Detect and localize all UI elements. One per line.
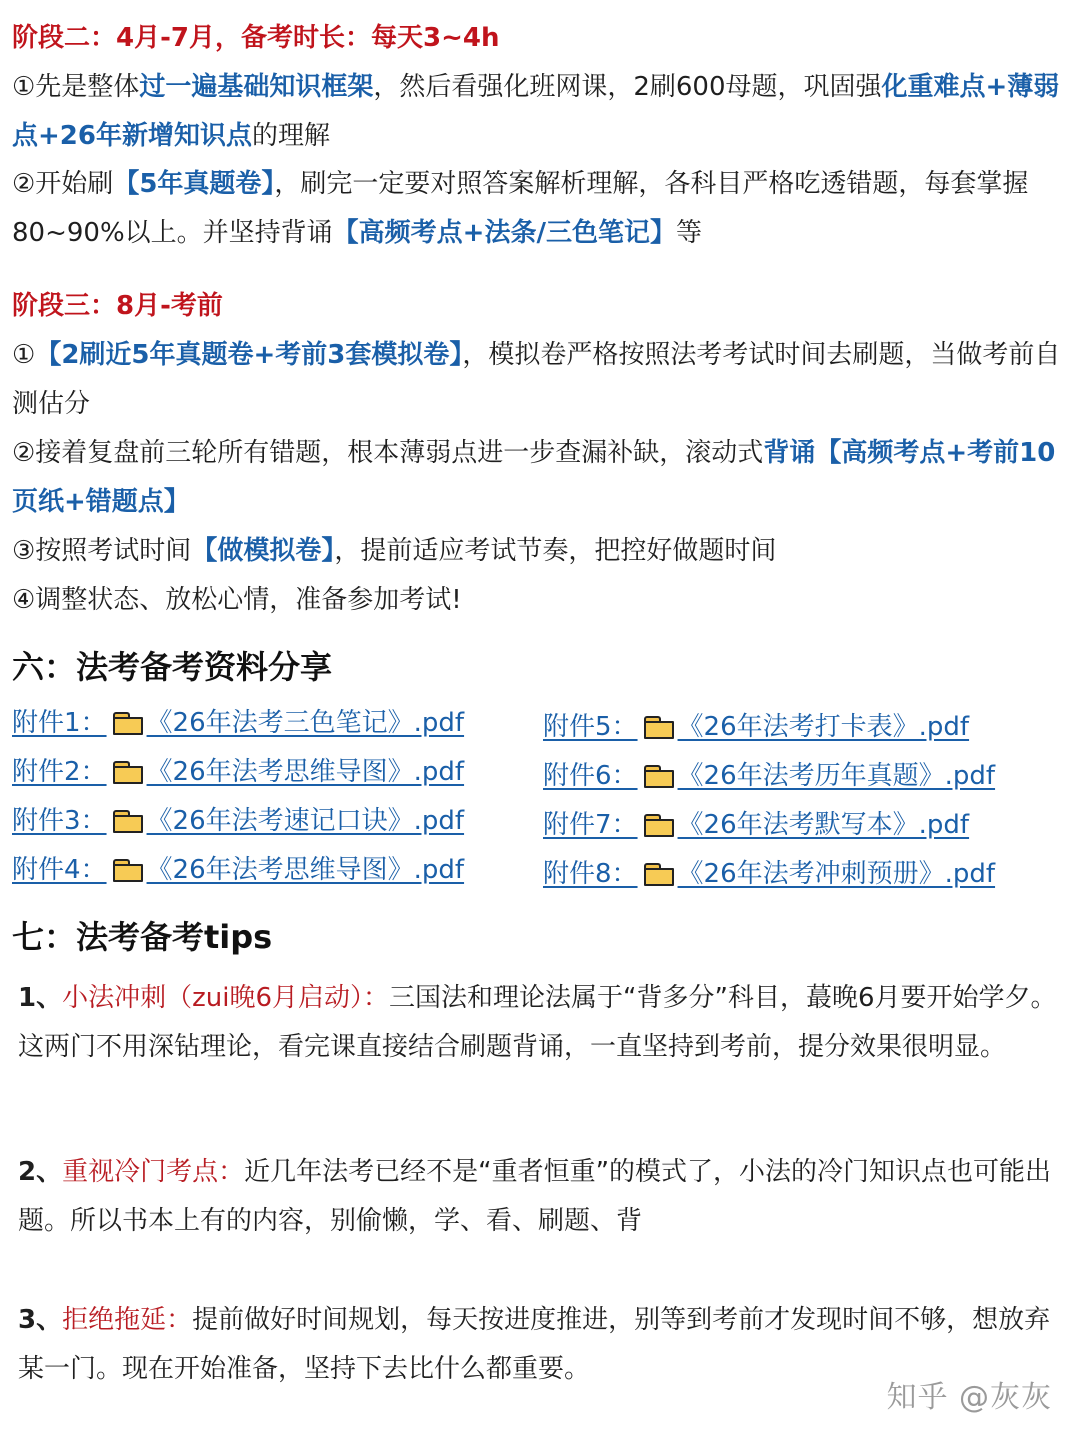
tip-number: 2、 bbox=[18, 1157, 63, 1187]
folder-icon bbox=[644, 863, 674, 885]
attachment-filename: 《26年法考思维导图》.pdf bbox=[146, 757, 465, 787]
stage3-item3-text: ③按照考试时间 bbox=[12, 536, 192, 566]
attachment-link-1[interactable] bbox=[12, 699, 532, 748]
attachment-label: 附件7： bbox=[543, 810, 638, 840]
attachment-link-3[interactable] bbox=[12, 797, 532, 846]
stage2-item1-highlight2: 化重难点+薄弱点+26年新增知识点 bbox=[12, 72, 1060, 151]
attachment-filename: 《26年法考三色笔记》.pdf bbox=[146, 708, 465, 738]
stage2-item1-text2: ，然后看强化班网课，2刷600母题，巩固强 bbox=[373, 72, 882, 102]
attachments-right-column bbox=[543, 703, 1063, 899]
folder-icon bbox=[644, 716, 674, 738]
folder-icon bbox=[113, 859, 143, 881]
stage3-item1-text2: ，模拟卷严格按照法考考试时间去刷题，当做考前自测估分 bbox=[12, 340, 1061, 419]
attachment-link-4[interactable] bbox=[12, 846, 532, 895]
tip-1 bbox=[18, 974, 1058, 1072]
attachment-filename: 《26年法考默写本》.pdf bbox=[677, 810, 970, 840]
stage2-item2-highlight: 【5年真题卷】 bbox=[113, 169, 275, 199]
attachment-label: 附件8： bbox=[543, 859, 638, 889]
stage2-item1-text: ①先是整体 bbox=[12, 72, 140, 102]
attachment-label: 附件2： bbox=[12, 757, 107, 787]
stage2-item1-text3: 的理解 bbox=[251, 121, 330, 151]
stage3-item3-highlight: 【做模拟卷】 bbox=[191, 536, 335, 566]
stage3-item3-text2: ，提前适应考试节奏，把控好做题时间 bbox=[334, 536, 777, 566]
tip-2 bbox=[18, 1148, 1058, 1246]
tip-number: 1、 bbox=[18, 983, 63, 1013]
folder-icon bbox=[644, 765, 674, 787]
tip-label: 拒绝拖延： bbox=[62, 1305, 193, 1335]
stage3-item1 bbox=[12, 331, 1062, 429]
attachment-link-6[interactable] bbox=[543, 752, 1063, 801]
section6-title: 六：法考备考资料分享 bbox=[12, 648, 333, 686]
watermark: 知乎 @灰灰 bbox=[886, 1380, 1052, 1415]
stage3-item1-text: ① bbox=[12, 340, 36, 370]
tip-number: 3、 bbox=[18, 1305, 63, 1335]
stage2-item1 bbox=[12, 63, 1062, 161]
stage3-item2-text: ②接着复盘前三轮所有错题，根本薄弱点进一步查漏补缺，滚动式 bbox=[12, 438, 764, 468]
attachment-label: 附件1： bbox=[12, 708, 107, 738]
attachment-filename: 《26年法考历年真题》.pdf bbox=[677, 761, 996, 791]
tip-text: 提前做好时间规划，每天按进度推进，别等到考前才发现时间不够，想放弃某一门。现在开始准备，坚持下去比什么都重要。 bbox=[18, 1305, 1051, 1384]
folder-icon bbox=[113, 712, 143, 734]
attachments-left-column bbox=[12, 699, 532, 895]
folder-icon bbox=[113, 810, 143, 832]
attachment-label: 附件4： bbox=[12, 855, 107, 885]
attachment-filename: 《26年法考打卡表》.pdf bbox=[677, 712, 970, 742]
attachment-filename: 《26年法考冲刺预册》.pdf bbox=[677, 859, 996, 889]
attachment-label: 附件3： bbox=[12, 806, 107, 836]
attachment-link-2[interactable] bbox=[12, 748, 532, 797]
stage2-item2-text3: 等 bbox=[675, 218, 702, 248]
attachment-link-7[interactable] bbox=[543, 801, 1063, 850]
stage3-item4: ④调整状态、放松心情，准备参加考试! bbox=[12, 585, 462, 615]
attachment-link-5[interactable] bbox=[543, 703, 1063, 752]
stage2-item2-highlight2: 【高频考点+法条/三色笔记】 bbox=[332, 218, 676, 248]
section7-title: 七：法考备考tips bbox=[12, 918, 273, 956]
attachment-link-8[interactable] bbox=[543, 850, 1063, 899]
tip-label: 重视冷门考点： bbox=[62, 1157, 245, 1187]
attachment-filename: 《26年法考思维导图》.pdf bbox=[146, 855, 465, 885]
stage3-heading: 阶段三：8月-考前 bbox=[12, 291, 223, 321]
stage2-item1-highlight: 过一遍基础知识框架 bbox=[139, 72, 374, 102]
tip-text: 三国法和理论法属于“背多分”科目，蕞晚6月要开始学夕。这两门不用深钻理论，看完课直接结合刷题背诵，一直坚持到考前，提分效果很明显。 bbox=[18, 983, 1057, 1062]
stage2-heading: 阶段二：4月-7月，备考时长：每天3~4h bbox=[12, 23, 500, 53]
stage3-item2-highlight: 背诵【高频考点+考前10页纸+错题点】 bbox=[12, 438, 1056, 517]
stage3-item2 bbox=[12, 429, 1062, 527]
stage2-item2 bbox=[12, 160, 1062, 258]
stage3-item1-highlight: 【2刷近5年真题卷+考前3套模拟卷】 bbox=[35, 340, 463, 370]
stage2-item2-text: ②开始刷 bbox=[12, 169, 114, 199]
attachment-label: 附件5： bbox=[543, 712, 638, 742]
attachment-label: 附件6： bbox=[543, 761, 638, 791]
folder-icon bbox=[644, 814, 674, 836]
stage2-item2-text2: ，刷完一定要对照答案解析理解，各科目严格吃透错题，每套掌握80~90%以上。并坚持背诵 bbox=[12, 169, 1029, 248]
folder-icon bbox=[113, 761, 143, 783]
tip-label: 小法冲刺（zui晚6月启动）： bbox=[62, 983, 389, 1013]
stage2-heading-block bbox=[12, 14, 1062, 63]
stage3-heading-block bbox=[12, 282, 1062, 331]
tip-text: 近几年法考已经不是“重者恒重”的模式了，小法的冷门知识点也可能出题。所以书本上有的内容，别偷懒，学、看、刷题、背 bbox=[18, 1157, 1052, 1236]
attachment-filename: 《26年法考速记口诀》.pdf bbox=[146, 806, 465, 836]
stage3-item3 bbox=[12, 527, 1062, 576]
